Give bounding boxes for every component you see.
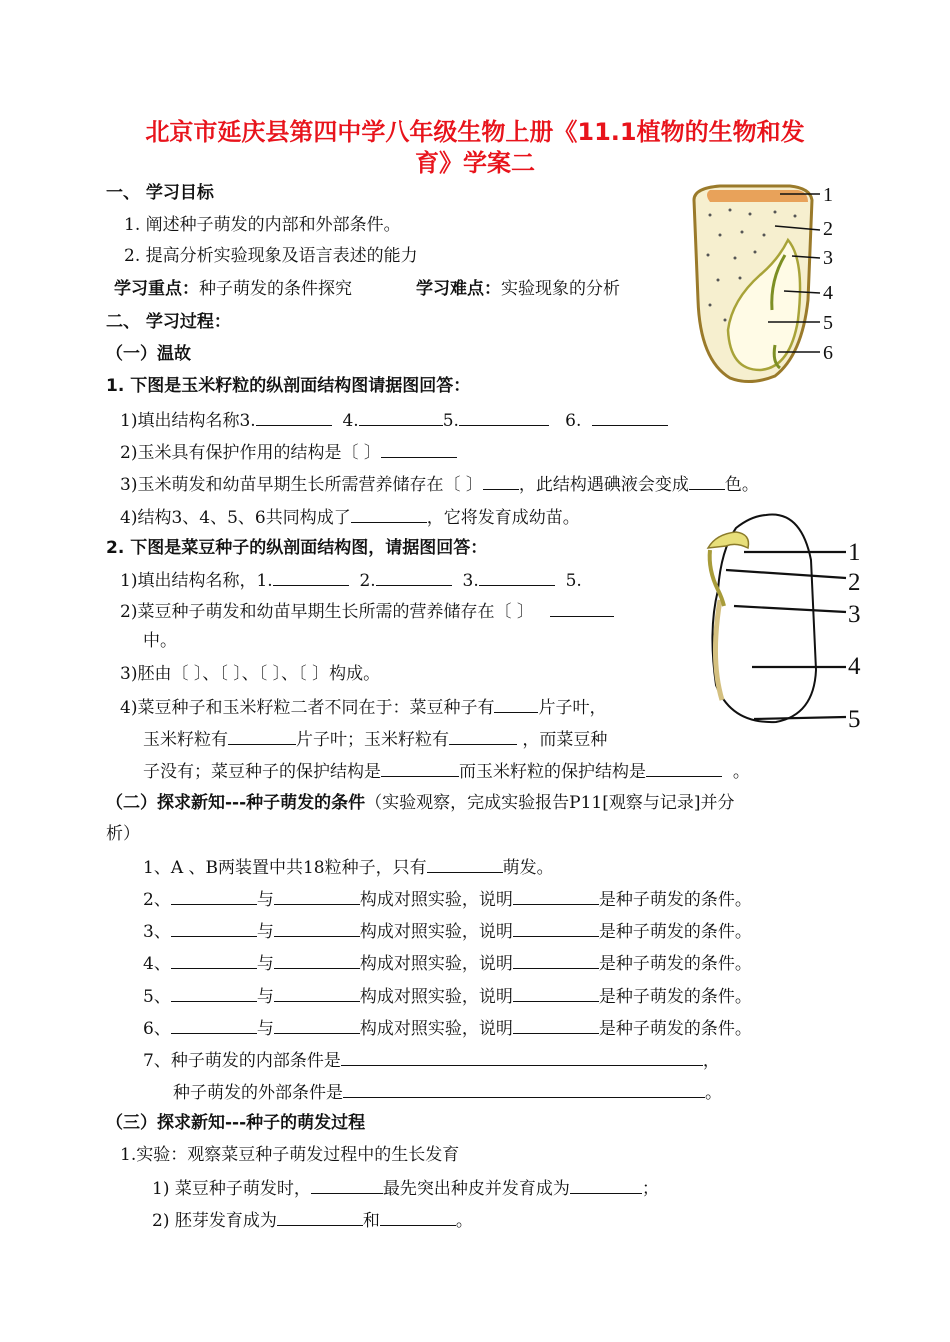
explore2-step2-a: 2) 胚芽发育成为 [152,1211,277,1231]
difficulty-label: 学习难点： [416,279,501,299]
blank[interactable] [171,920,257,937]
q1-a1-4: 4. [342,411,359,431]
explore2-step1-c: ； [641,1179,659,1199]
explore1-compare-row [143,888,752,910]
row-cond: 是种子萌发的条件。 [598,890,752,910]
blank[interactable] [550,600,614,617]
explore1-compare-row [143,920,752,942]
explore1-heading-rest: （实验观察，完成实验报告P11[观察与记录]并分 [365,793,735,813]
q2-a3: 3)胚由〔 〕、〔 〕、〔 〕、〔 〕构成。 [120,664,381,684]
blank[interactable] [274,952,360,969]
corn-label-3: 3 [823,247,833,269]
blank[interactable] [494,696,538,713]
q2-a1-5: 5. [565,571,582,591]
blank[interactable] [359,409,443,426]
explore1-item1-b: 萌发。 [502,858,554,878]
q1-a1-6: 6. [565,411,582,431]
blank[interactable] [277,1209,363,1226]
bean-label-1: 1 [848,539,861,566]
explore1-item7b-label: 种子萌发的外部条件是 [173,1083,343,1103]
row-compare: 构成对照实验，说明 [359,1019,513,1039]
explore2-heading: （三）探求新知---种子的萌发过程 [106,1113,366,1133]
row-cond: 是种子萌发的条件。 [598,1019,752,1039]
corn-label-2: 2 [823,218,833,240]
explore1-heading-cont: 析） [106,824,140,844]
q2-a1-3: 3. [462,571,479,591]
blank[interactable] [513,888,599,905]
row-cond: 是种子萌发的条件。 [598,922,752,942]
blank[interactable] [459,409,549,426]
bean-label-3: 3 [848,601,861,628]
row-compare: 构成对照实验，说明 [359,922,513,942]
q2-a4-label: 4)菜豆种子和玉米籽粒二者不同在于：菜豆种子有 [120,698,495,718]
blank[interactable] [273,569,349,586]
corn-label-5: 5 [823,312,833,334]
blank[interactable] [256,409,332,426]
q1-a4-label: 4)结构3、4、5、6共同构成了 [120,508,351,528]
explore1-compare-row [143,952,752,974]
corn-pericarp-top [707,190,808,202]
row-compare: 构成对照实验，说明 [359,954,513,974]
explore1-compare-row [143,1017,752,1039]
blank[interactable] [479,569,555,586]
page-title-line1: 北京市延庆县第四中学八年级生物上册《11.1植物的生物和发 [145,118,805,146]
q1-a3-label: 3)玉米萌发和幼苗早期生长所需营养储存在〔 〕 [120,475,483,495]
explore2-step2-c: 。 [455,1211,473,1231]
blank[interactable] [171,888,257,905]
q1-a3 [120,473,759,495]
q2-a4-l3c: 。 [732,762,750,782]
bean-label-2: 2 [848,569,861,596]
blank[interactable] [311,1177,383,1194]
q2-a1 [120,569,582,591]
focus-line [114,279,352,299]
blank[interactable] [513,920,599,937]
explore1-item7b-end: 。 [705,1083,722,1103]
q1-a2 [120,441,457,463]
q1-title: 1. 下图是玉米籽粒的纵剖面结构图请据图回答： [106,376,471,396]
q1-a2-label: 2)玉米具有保护作用的结构是〔 〕 [120,443,381,463]
section-process-heading: 二、 学习过程： [106,312,231,332]
corn-label-1: 1 [823,184,833,206]
blank[interactable] [381,441,457,458]
blank[interactable] [592,409,668,426]
row-prefix: 5、 [143,987,171,1007]
q1-a1-5: 5. [442,411,459,431]
corn-label-6: 6 [823,342,833,364]
blank[interactable] [274,888,360,905]
q2-a2 [120,600,614,622]
explore1-item1-a: 1、A 、B两装置中共18粒种子，只有 [143,858,427,878]
corn-labels [823,184,833,364]
goal-2: 2. 提高分析实验现象及语言表述的能力 [124,246,418,266]
blank[interactable] [380,1209,456,1226]
blank[interactable] [449,728,517,745]
row-prefix: 6、 [143,1019,171,1039]
row-prefix: 2、 [143,890,171,910]
blank[interactable] [343,1081,705,1098]
blank[interactable] [274,920,360,937]
explore2-step1-a: 1) 菜豆种子萌发时， [152,1179,311,1199]
q2-title: 2. 下图是菜豆种子的纵剖面结构图，请据图回答： [106,538,488,558]
blank[interactable] [689,473,725,490]
blank[interactable] [351,506,427,523]
row-prefix: 3、 [143,922,171,942]
blank[interactable] [274,985,360,1002]
q2-a4-l2a: 玉米籽粒有 [143,730,228,750]
row-cond: 是种子萌发的条件。 [598,954,752,974]
explore1-item7b [173,1081,722,1103]
row-with: 与 [256,922,274,942]
row-with: 与 [256,987,274,1007]
blank[interactable] [646,760,722,777]
blank[interactable] [427,856,503,873]
explore1-compare-row [143,985,752,1007]
row-compare: 构成对照实验，说明 [359,890,513,910]
blank[interactable] [171,1017,257,1034]
blank[interactable] [228,728,296,745]
corn-kernel-diagram [680,180,850,390]
blank[interactable] [570,1177,642,1194]
q2-a4-line3 [143,760,750,782]
q2-a2-cont: 中。 [143,631,177,651]
q2-a4-l2c: ，而菜豆种 [522,730,608,750]
q2-a1-label: 1)填出结构名称，1. [120,571,273,591]
row-cond: 是种子萌发的条件。 [598,987,752,1007]
q1-a1 [120,409,668,431]
section-goals-heading: 一、 学习目标 [106,183,214,203]
blank[interactable] [274,1017,360,1034]
explore2-experiment: 1.实验：观察菜豆种子萌发过程中的生长发育 [120,1145,460,1165]
bean-label-5: 5 [848,706,861,733]
row-prefix: 4、 [143,954,171,974]
q1-a3-mid: ，此结构遇碘液会变成 [518,475,689,495]
q2-a4-l3b: 而玉米籽粒的保护结构是 [459,762,646,782]
blank[interactable] [171,952,257,969]
explore1-item7a-end: ， [702,1051,720,1071]
row-with: 与 [256,1019,274,1039]
blank[interactable] [513,985,599,1002]
q2-a4 [120,696,606,718]
q1-a3-end: 色。 [724,475,759,495]
blank[interactable] [513,1017,599,1034]
explore2-step1 [152,1177,659,1199]
bean-seed-diagram [696,510,876,735]
difficulty-line [416,279,620,299]
explore2-step2 [152,1209,473,1231]
blank[interactable] [513,952,599,969]
explore1-heading [106,793,735,813]
row-compare: 构成对照实验，说明 [359,987,513,1007]
blank[interactable] [376,569,452,586]
corn-label-4: 4 [823,282,833,304]
q2-a4-l2b: 片子叶；玉米籽粒有 [296,730,449,750]
explore2-step2-b: 和 [362,1211,380,1231]
explore1-item7a [143,1049,720,1071]
q2-a1-2: 2. [359,571,376,591]
explore2-step1-b: 最先突出种皮并发育成为 [382,1179,570,1199]
blank[interactable] [483,473,519,490]
difficulty-text: 实验现象的分析 [501,279,620,299]
row-with: 与 [256,954,274,974]
review-heading: （一）温故 [106,344,191,364]
bean-label-4: 4 [848,653,861,680]
focus-text: 种子萌发的条件探究 [199,279,352,299]
focus-label: 学习重点： [114,279,199,299]
q2-a2-label: 2)菜豆种子萌发和幼苗早期生长所需的营养储存在〔 〕 [120,602,534,622]
blank[interactable] [171,985,257,1002]
q1-a4-end: ，它将发育成幼苗。 [426,508,580,528]
blank[interactable] [381,760,459,777]
q1-a1-label: 1)填出结构名称3. [120,411,256,431]
row-with: 与 [256,890,274,910]
bean-plumule [708,532,749,548]
explore1-item1 [143,856,554,878]
bean-labels [848,539,861,733]
explore1-heading-bold: （二）探求新知---种子萌发的条件 [106,793,366,813]
q2-a4-l3a: 子没有；菜豆种子的保护结构是 [143,762,381,782]
goal-1: 1. 阐述种子萌发的内部和外部条件。 [124,215,401,235]
page-title-line2: 育》学案二 [415,149,535,177]
q2-a4-end: 片子叶， [538,698,607,718]
q1-a4 [120,506,580,528]
explore1-item7a-label: 7、种子萌发的内部条件是 [143,1051,341,1071]
q2-a4-line2 [143,728,607,750]
blank[interactable] [341,1049,703,1066]
